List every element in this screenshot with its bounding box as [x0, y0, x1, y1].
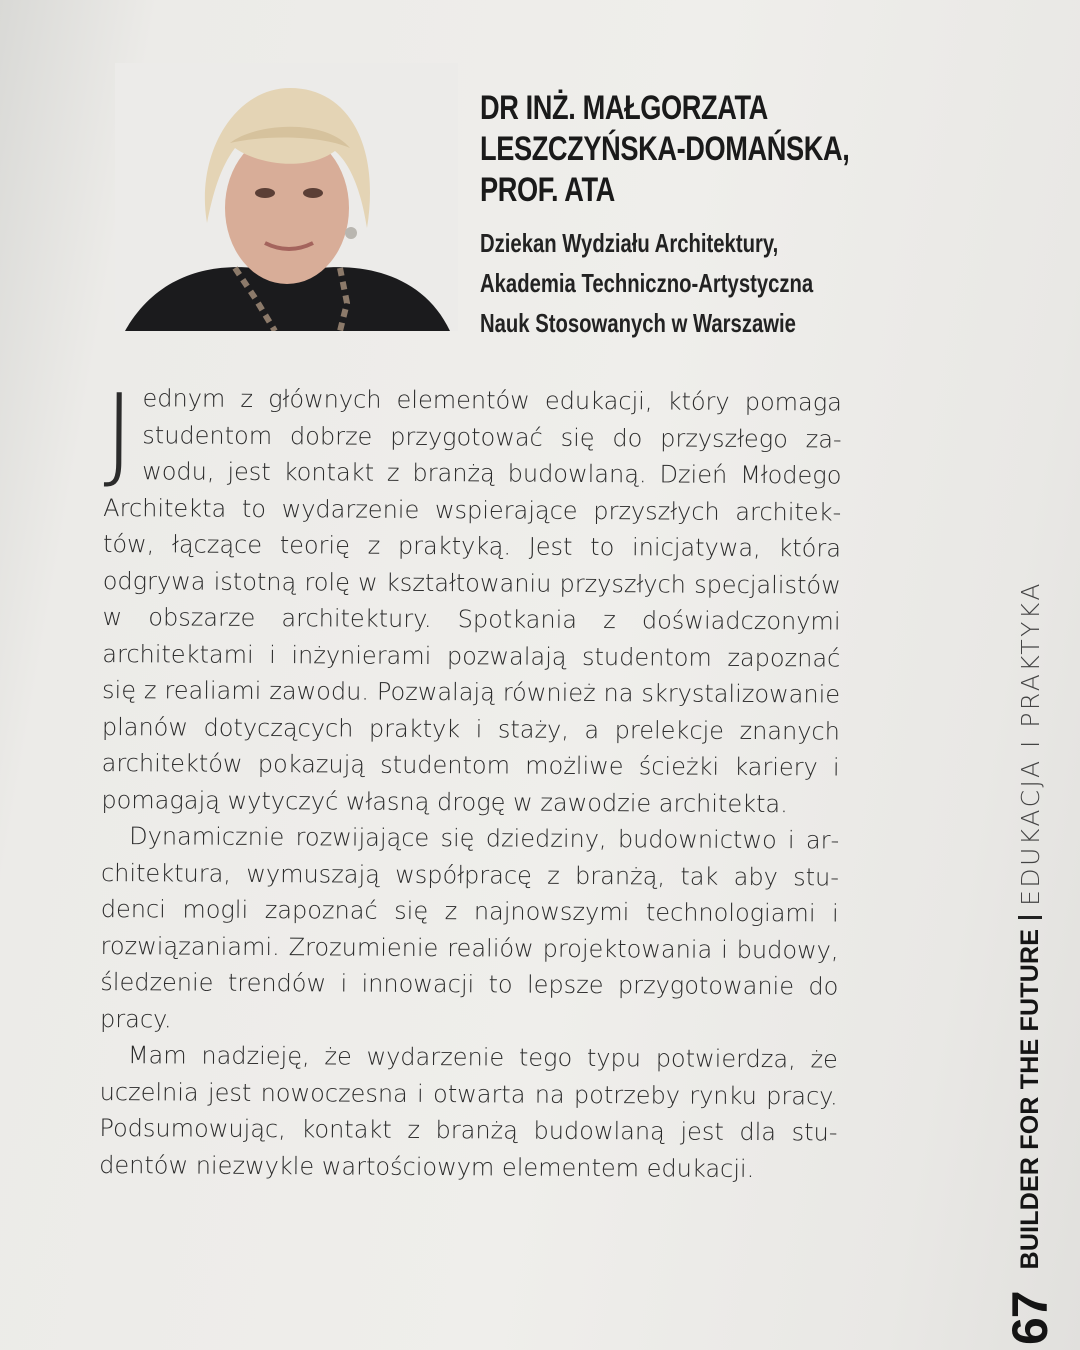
article-paragraph: Dynamicznie rozwijające się dziedziny, budownictwo i architektura, wymuszają współpracę z branżą, tak aby studenci mogli zapoznać się z najnowszymi technologiami i rozwiązaniami. Zrozumienie realiów projektowania i budowy, śledzenie trendów i innowacji to lepsze przygotowanie do pracy.: [100, 822, 840, 1033]
article-body: [99, 371, 842, 1187]
author-role-line: Akademia Techniczno-Artystyczna: [480, 268, 814, 298]
paragraph-text: ednym z głównych elementów edukacji, który pomaga studentom dobrze przygotować się do przyszłego zawodu, jest kontakt z branżą budowlaną. Dzień Młodego Architekta to wydarzenie wspierające przyszłych architektów, łączące teorię z praktyką. Jest to inicjatywa, która odgrywa istotną rolę w kształtowaniu przyszłych specjalistów w obszarze architektury. Spotkania z doświadczonymi architektami i inżynierami pozwalają studentom zapoznać się z realiami zawodu. Pozwalają również na skrystalizowanie planów dotyczących praktyk i staży, a prelekcje znanych architektów pokazują studentom możliwe ścieżki kariery i pomagają wytyczyć własną drogę w zawodzie architekta.: [101, 384, 842, 818]
article-paragraph: [101, 371, 842, 823]
section-divider: [1018, 916, 1042, 919]
author-name: [480, 88, 856, 211]
vertical-running-head: [1000, 505, 1060, 1345]
magazine-brand: BUILDER FOR THE FUTURE: [1015, 928, 1044, 1270]
article-paragraph: Mam nadzieję, że wydarzenie tego typu potwierdza, że uczelnia jest nowoczesna i otwarta na potrzeby rynku pracy. Podsumowując, kontakt z branżą budowlaną jest dla studentów niezwykle wartościowym elementem edukacji.: [99, 1041, 838, 1183]
portrait-photo: [115, 63, 458, 331]
portrait-icon: [115, 63, 458, 331]
author-name-line: DR INŻ. MAŁGORZATA: [480, 89, 768, 127]
author-name-line: PROF. ATA: [480, 171, 615, 209]
page-number: 67: [1002, 1291, 1058, 1345]
section-name: EDUKACJA I PRAKTYKA: [1015, 581, 1045, 906]
author-role: [480, 223, 823, 343]
author-header: [480, 88, 880, 343]
drop-cap: J: [103, 371, 135, 494]
author-role-line: Nauk Stosowanych w Warszawie: [480, 308, 796, 338]
author-name-line: LESZCZYŃSKA-DOMAŃSKA,: [480, 130, 850, 168]
author-role-line: Dziekan Wydziału Architektury,: [480, 228, 779, 258]
